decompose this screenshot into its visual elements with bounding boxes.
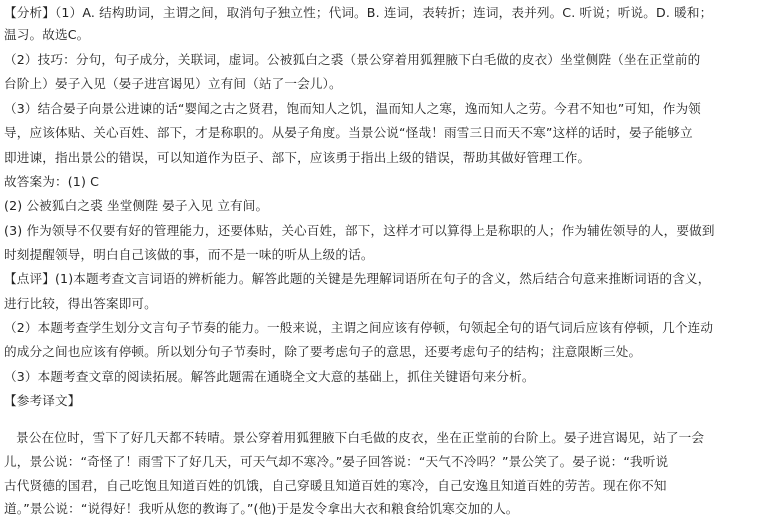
review-line-4: 的成分之间也应该有停顿。所以划分句子节奏时，除了要考虑句子的意思，还要考虑句子的结构；注意限断三处。 [4,344,642,359]
analysis-line-1 [4,3,776,22]
translation-heading: 【参考译文】 [4,393,81,408]
translation-line-1: 景公在位时，雪下了好几天都不转晴。景公穿着用狐狸腋下白毛做的皮衣，坐在正堂前的台阶上。晏子进宫谒见，站了一会 [16,430,705,445]
analysis-3-line-2: 导，应该体贴、关心百姓、部下，才是称职的。从晏子角度。当景公说“怪哉！雨雪三日而天不寒”这样的话时，晏子能够立 [4,125,693,140]
translation-line-4: 道。”景公说：“说得好！我听从您的教诲了。”(他)于是发令拿出大衣和粮食给饥寒交加的人。 [4,501,519,516]
answer-line-1: 故答案为：(1) C [4,174,100,189]
review-line-2: 进行比较，得出答案即可。 [4,296,157,311]
analysis-1-continued: 温习。故选C。 [4,27,90,42]
translation-line-2: 儿，景公说：“奇怪了！雨雪下了好几天，可天气却不寒冷。”晏子回答说：“天气不冷吗？”景公笑了。晏子说：“我听说 [4,454,669,469]
analysis-2-line-2: 台阶上）晏子入见（晏子进宫谒见）立有间（站了一会儿）。 [4,76,342,91]
translation-line-3: 古代贤德的国君，自己吃饱且知道百姓的饥饿，自己穿暖且知道百姓的寒冷，自己安逸且知道百姓的劳苦。现在你不知 [4,478,667,493]
analysis-heading: 【分析】 [4,5,55,20]
analysis-1-text: （1）A. 结构助词，主谓之间，取消句子独立性；代词。B. 连词，表转折；连词，表并列。C. 听说；听说。D. 暖和； [54,5,713,20]
review-line-5: （3）本题考查文章的阅读拓展。解答此题需在通晓全文大意的基础上，抓住关键语句来分析。 [4,369,535,384]
analysis-2-line-1: （2）技巧：分句，句子成分，关联词，虚词。公被狐白之裘（景公穿着用狐狸腋下白毛做的皮衣）坐堂侧陛（坐在正堂前的 [4,52,701,67]
review-line-1: 【点评】(1)本题考查文言词语的辨析能力。解答此题的关键是先理解词语所在句子的含义，然后结合句意来推断词语的含义， [4,271,711,286]
analysis-3-line-1: （3）结合晏子向景公进谏的话“婴闻之古之贤君，饱而知人之饥，温而知人之寒，逸而知人之劳。今君不知也”可知，作为领 [4,101,701,116]
answer-line-3: (3) 作为领导不仅要有好的管理能力，还要体贴，关心百姓，部下，这样才可以算得上是称职的人；作为辅佐领导的人，要做到 [4,223,715,238]
answer-line-2: (2) 公被狐白之裘 坐堂侧陛 晏子入见 立有间。 [4,198,269,213]
answer-line-4: 时刻提醒领导，明白自己该做的事，而不是一味的听从上级的话。 [4,247,374,262]
review-line-3: （2）本题考查学生划分文言句子节奏的能力。一般来说，主谓之间应该有停顿，句领起全句的语气词后应该有停顿，几个连动 [4,320,714,335]
analysis-3-line-3: 即进谏，指出景公的错误，可以知道作为臣子、部下，应该勇于指出上级的错误，帮助其做好管理工作。 [4,150,591,165]
